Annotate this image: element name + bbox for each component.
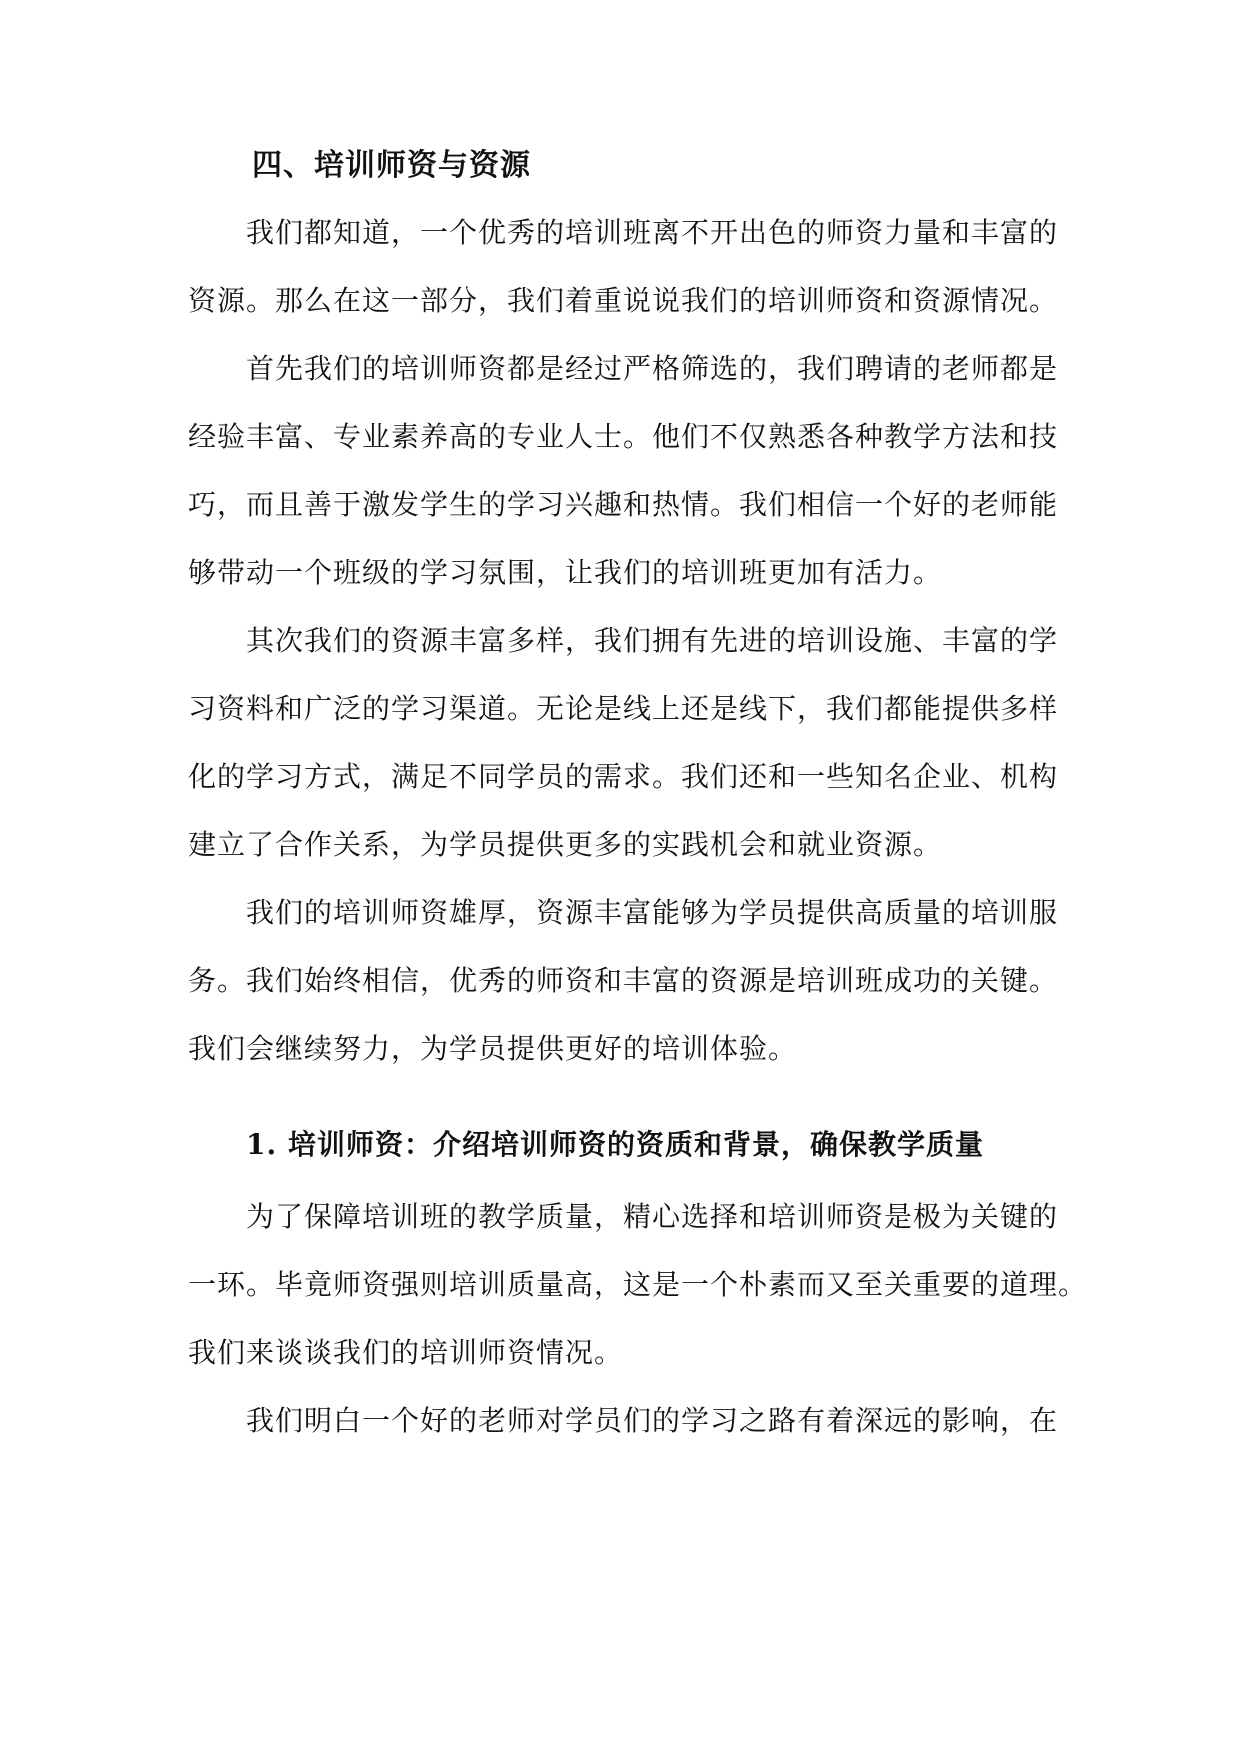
paragraph-2-line-4: 够带动一个班级的学习氛围，让我们的培训班更加有活力。 — [188, 556, 943, 589]
paragraph-4-line-2: 务。我们始终相信，优秀的师资和丰富的资源是培训班成功的关键。 — [188, 964, 1059, 997]
subheading: 1. 培训师资：介绍培训师资的资质和背景，确保教学质量 — [246, 1128, 984, 1161]
paragraph-4-line-1: 我们的培训师资雄厚，资源丰富能够为学员提供高质量的培训服 — [246, 896, 1059, 929]
paragraph-3-line-1: 其次我们的资源丰富多样，我们拥有先进的培训设施、丰富的学 — [246, 624, 1059, 657]
paragraph-2-line-1: 首先我们的培训师资都是经过严格筛选的，我们聘请的老师都是 — [246, 352, 1059, 385]
section-heading: 四、培训师资与资源 — [252, 148, 531, 183]
paragraph-2-line-3: 巧，而且善于激发学生的学习兴趣和热情。我们相信一个好的老师能 — [188, 488, 1059, 521]
paragraph-2-line-2: 经验丰富、专业素养高的专业人士。他们不仅熟悉各种教学方法和技 — [188, 420, 1059, 453]
paragraph-1-line-2: 资源。那么在这一部分，我们着重说说我们的培训师资和资源情况。 — [188, 284, 1059, 317]
paragraph-5-line-2: 一环。毕竟师资强则培训质量高，这是一个朴素而又至关重要的道理。 — [188, 1268, 1088, 1301]
paragraph-5-line-3: 我们来谈谈我们的培训师资情况。 — [188, 1336, 624, 1369]
paragraph-3-line-2: 习资料和广泛的学习渠道。无论是线上还是线下，我们都能提供多样 — [188, 692, 1059, 725]
paragraph-3-line-4: 建立了合作关系，为学员提供更多的实践机会和就业资源。 — [188, 828, 943, 861]
paragraph-3-line-3: 化的学习方式，满足不同学员的需求。我们还和一些知名企业、机构 — [188, 760, 1059, 793]
paragraph-1-line-1: 我们都知道，一个优秀的培训班离不开出色的师资力量和丰富的 — [246, 216, 1059, 249]
paragraph-5-line-1: 为了保障培训班的教学质量，精心选择和培训师资是极为关键的 — [246, 1200, 1059, 1233]
paragraph-6-line-1: 我们明白一个好的老师对学员们的学习之路有着深远的影响，在 — [246, 1404, 1059, 1437]
paragraph-4-line-3: 我们会继续努力，为学员提供更好的培训体验。 — [188, 1032, 798, 1065]
